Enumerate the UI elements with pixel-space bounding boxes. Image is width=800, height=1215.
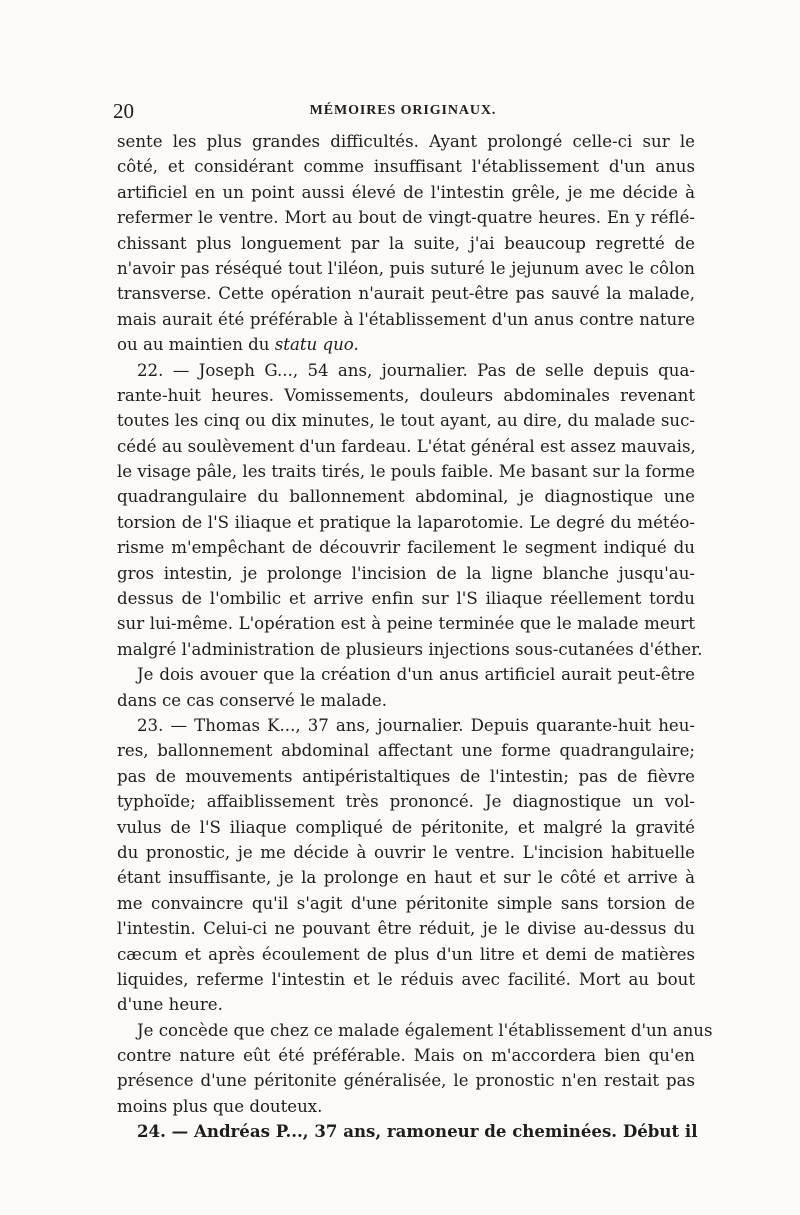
case-23-comment xyxy=(117,1018,713,1120)
text-line: moins plus que douteux. xyxy=(117,1096,323,1116)
text-line: liquides, referme l'intestin et le réduis avec facilité. Mort au bout xyxy=(117,969,695,989)
page-number: 20 xyxy=(113,99,134,123)
text-line: dans ce cas conservé le malade. xyxy=(117,690,388,710)
text-line: Je dois avouer que la création d'un anus artificiel aurait peut-être xyxy=(137,665,695,685)
case-22-paragraph xyxy=(117,358,703,663)
text-line: côté, et considérant comme insuffisant l'établissement d'un anus xyxy=(117,157,695,177)
text-line xyxy=(117,332,695,357)
case-24-paragraph xyxy=(117,1119,698,1144)
text-line: vulus de l'S iliaque compliqué de péritonite, et malgré la gravité xyxy=(117,817,695,837)
text-line: le visage pâle, les traits tirés, le pouls faible. Me basant sur la forme xyxy=(117,462,695,482)
text-line: d'une heure. xyxy=(117,995,223,1015)
text-line: transverse. Cette opération n'aurait peut-être pas sauvé la malade, xyxy=(117,284,695,304)
text-line: mais aurait été préférable à l'établissement d'un anus contre nature xyxy=(117,309,695,329)
text-line: quadrangulaire du ballonnement abdominal, je diagnostique une xyxy=(117,487,695,507)
text-line: pas de mouvements antipéristaltiques de l'intestin; pas de fièvre xyxy=(117,766,695,786)
running-title: MÉMOIRES ORIGINAUX. xyxy=(309,103,497,118)
text-line: n'avoir pas réséqué tout l'iléon, puis suturé le jejunum avec le côlon xyxy=(117,258,695,278)
page-header xyxy=(113,98,693,124)
text-line: dessus de l'ombilic et arrive enfin sur l'S iliaque réellement tordu xyxy=(117,589,695,609)
text-line: typhoïde; affaiblissement très prononcé. Je diagnostique un vol- xyxy=(117,792,695,812)
text-line: sur lui-même. L'opération est à peine terminée que le malade meurt xyxy=(117,614,695,634)
text-line: l'intestin. Celui-ci ne pouvant être réduit, je le divise au-dessus du xyxy=(117,919,695,939)
italic-phrase: statu quo. xyxy=(274,335,359,355)
text-line: artificiel en un point aussi élevé de l'intestin grêle, je me décide à xyxy=(117,182,695,202)
text-line: du pronostic, je me décide à ouvrir le ventre. L'incision habituelle xyxy=(117,842,695,862)
text-line: toutes les cinq ou dix minutes, le tout ayant, au dire, du malade suc- xyxy=(117,411,695,431)
text-line: 24. — Andréas P..., 37 ans, ramoneur de cheminées. Début il xyxy=(137,1121,698,1142)
text-line: présence d'une péritonite généralisée, le pronostic n'en restait pas xyxy=(117,1071,695,1091)
case-23-paragraph xyxy=(117,713,695,1018)
text-line: gros intestin, je prolonge l'incision de la ligne blanche jusqu'au- xyxy=(117,563,695,583)
text-line: me convaincre qu'il s'agit d'une péritonite simple sans torsion de xyxy=(117,893,695,913)
text-line: res, ballonnement abdominal affectant une forme quadrangulaire; xyxy=(117,741,695,761)
text-line: risme m'empêchant de découvrir facilement le segment indiqué du xyxy=(117,538,695,558)
text-line: contre nature eût été préférable. Mais on m'accordera bien qu'en xyxy=(117,1046,695,1066)
text-line: Je concède que chez ce malade également l'établissement d'un anus xyxy=(137,1020,713,1040)
body-text xyxy=(117,129,713,1145)
text-line: refermer le ventre. Mort au bout de vingt-quatre heures. En y réflé- xyxy=(117,208,695,228)
text-fragment: ou au maintien du xyxy=(117,335,275,355)
text-line: malgré l'administration de plusieurs injections sous-cutanées d'éther. xyxy=(117,639,703,659)
text-line: sente les plus grandes difficultés. Ayant prolongé celle-ci sur le xyxy=(117,132,695,151)
case-22-comment xyxy=(117,662,695,713)
text-line: 23. — Thomas K..., 37 ans, journalier. Depuis quarante-huit heu- xyxy=(137,715,695,735)
text-line: 22. — Joseph G..., 54 ans, journalier. Pas de selle depuis qua- xyxy=(137,360,695,380)
text-line: étant insuffisante, je la prolonge en haut et sur le côté et arrive à xyxy=(117,868,695,888)
text-line: torsion de l'S iliaque et pratique la laparotomie. Le degré du météo- xyxy=(117,512,695,532)
text-line: rante-huit heures. Vomissements, douleurs abdominales revenant xyxy=(117,385,695,405)
text-line: cæcum et après écoulement de plus d'un litre et demi de matières xyxy=(117,944,695,964)
text-line: cédé au soulèvement d'un fardeau. L'état général est assez mauvais, xyxy=(117,436,696,456)
paragraph-continuation xyxy=(117,129,695,358)
text-line: chissant plus longuement par la suite, j'ai beaucoup regretté de xyxy=(117,233,695,253)
